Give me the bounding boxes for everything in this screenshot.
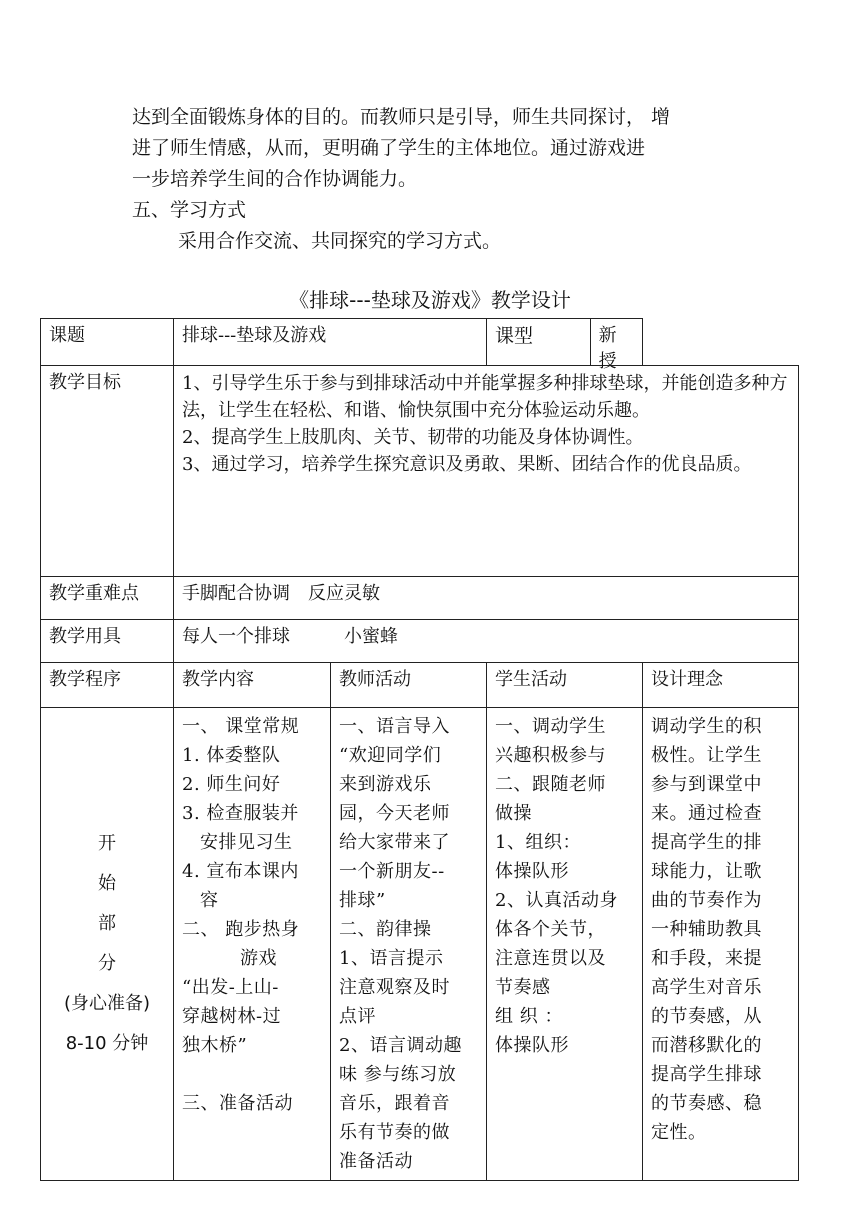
type-cell — [487, 319, 643, 372]
topic-value-text: 排球---垫球及游戏 — [182, 325, 327, 346]
teacher-line: 2、语言调动趣 — [339, 1035, 462, 1056]
design-line: 一种辅助教具 — [651, 919, 762, 940]
teacher-line: “欢迎同学们 — [339, 745, 442, 766]
student-line: 二、跟随老师 — [495, 774, 606, 795]
content-line: 穿越树林-过 — [182, 1006, 282, 1027]
stage-time: 8-10 分钟 — [65, 1033, 149, 1054]
teacher-line: 园，今天老师 — [339, 803, 450, 824]
student-line: 1、组织： — [495, 832, 581, 853]
design-line: 球能力，让歌 — [651, 861, 762, 882]
design-line: 曲的节奏作为 — [651, 890, 762, 911]
design-line: 高学生对音乐 — [651, 977, 762, 998]
type-value: 新授 — [598, 325, 617, 372]
student-line: 节奏感 — [495, 977, 551, 998]
teacher-line: 乐有节奏的做 — [339, 1122, 450, 1143]
goal-line: 3、通过学习，培养学生探究意识及勇敢、果断、团结合作的优良品质。 — [182, 454, 752, 475]
teacher-line: 准备活动 — [339, 1151, 413, 1172]
section-heading: 五、学习方式 — [132, 199, 247, 221]
content-line: 安排见习生 — [200, 832, 293, 853]
intro-line: 达到全面锻炼身体的目的。而教师只是引导，师生共同探讨， 增 — [132, 106, 671, 128]
content-line: 3. 检查服装并 — [182, 803, 299, 824]
stage-note: (身心准备) — [63, 993, 151, 1014]
stage-char: 开 — [98, 833, 116, 854]
student-line: 注意连贯以及 — [495, 948, 606, 969]
content-line: 一、 课堂常规 — [182, 716, 300, 737]
design-line: 提高学生的排 — [651, 832, 762, 853]
stage-char: 分 — [98, 953, 116, 974]
section-body: 采用合作交流、共同探究的学习方式。 — [178, 230, 502, 252]
design-line: 极性。让学生 — [651, 745, 762, 766]
intro-line: 一步培养学生间的合作协调能力。 — [132, 168, 418, 190]
content-line — [182, 1060, 322, 1089]
tools-label: 教学用具 — [41, 620, 174, 663]
teacher-line: 排球” — [339, 890, 386, 911]
stage-char: 始 — [98, 873, 116, 894]
content-line: 2. 师生问好 — [182, 774, 281, 795]
teacher-activity-cell — [331, 708, 487, 1181]
design-line: 来。通过检查 — [651, 803, 762, 824]
content-cell — [174, 708, 331, 1181]
teacher-line: 二、韵律操 — [339, 919, 432, 940]
teacher-line: 1、语言提示 — [339, 948, 444, 969]
student-line: 体各个关节， — [495, 919, 606, 940]
teacher-line: 音乐，跟着音 — [339, 1093, 450, 1114]
intro-line: 进了师生情感，从而，更明确了学生的主体地位。通过游戏进 — [132, 137, 646, 159]
procedure-row — [41, 708, 799, 1181]
difficulty-row — [41, 577, 799, 620]
student-line: 2、认真活动身 — [495, 890, 618, 911]
goal-line: 1、引导学生乐于参与到排球活动中并能掌握多种排球垫球，并能创造多种方法，让学生在轻松、和谐、愉快氛围中充分体验运动乐趣。 — [182, 373, 788, 421]
teacher-line: 注意观察及时 — [339, 977, 450, 998]
teacher-line: 味 参与练习放 — [339, 1064, 457, 1085]
intro-text — [132, 102, 752, 257]
document-title: 《排球---垫球及游戏》教学设计 — [289, 288, 571, 312]
design-line: 的节奏感、稳 — [651, 1093, 762, 1114]
content-line: 三、准备活动 — [182, 1093, 293, 1114]
student-activity-cell — [487, 708, 643, 1181]
stage-cell — [41, 708, 174, 1181]
topic-row — [41, 319, 799, 366]
procedure-header-row — [41, 663, 799, 708]
teacher-line: 一、语言导入 — [339, 716, 450, 737]
difficulty-label: 教学重难点 — [41, 577, 174, 620]
content-line: 1. 体委整队 — [182, 745, 281, 766]
content-line: “出发-上山- — [182, 977, 279, 998]
difficulty-value: 手脚配合协调 反应灵敏 — [174, 577, 799, 620]
content-line: 游戏 — [240, 948, 277, 969]
column-header: 学生活动 — [487, 663, 643, 708]
teacher-line: 来到游戏乐 — [339, 774, 432, 795]
design-line: 定性。 — [651, 1122, 707, 1143]
design-line: 而潜移默化的 — [651, 1035, 762, 1056]
stage-char: 部 — [98, 913, 116, 934]
student-line: 兴趣积极参与 — [495, 745, 606, 766]
column-header: 设计理念 — [643, 663, 799, 708]
content-line: 4. 宣布本课内 — [182, 861, 299, 882]
student-line: 一、调动学生 — [495, 716, 606, 737]
topic-label: 课题 — [41, 319, 174, 366]
student-line: 做操 — [495, 803, 532, 824]
type-label: 课型 — [487, 319, 591, 365]
goal-line: 2、提高学生上肢肌肉、关节、韧带的功能及身体协调性。 — [182, 427, 644, 448]
design-line: 参与到课堂中 — [651, 774, 762, 795]
student-line: 体操队形 — [495, 861, 569, 882]
column-header: 教师活动 — [331, 663, 487, 708]
content-line: 二、 跑步热身 — [182, 919, 300, 940]
tools-value: 每人一个排球 小蜜蜂 — [174, 620, 799, 663]
tools-row — [41, 620, 799, 663]
teacher-line: 一个新朋友-- — [339, 861, 445, 882]
design-line: 和手段，来提 — [651, 948, 762, 969]
lesson-plan-table — [40, 318, 799, 1181]
column-header: 教学内容 — [174, 663, 331, 708]
goal-value — [174, 366, 799, 577]
topic-value — [174, 319, 487, 366]
content-line: 容 — [200, 890, 219, 911]
teacher-line: 点评 — [339, 1006, 376, 1027]
design-line: 提高学生排球 — [651, 1064, 762, 1085]
student-line: 组 织 ： — [495, 1006, 563, 1027]
goal-row — [41, 366, 799, 577]
column-header: 教学程序 — [41, 663, 174, 708]
student-line: 体操队形 — [495, 1035, 569, 1056]
content-line: 独木桥” — [182, 1035, 248, 1056]
design-line: 调动学生的积 — [651, 716, 762, 737]
goal-label: 教学目标 — [41, 366, 174, 577]
design-concept-cell — [643, 708, 799, 1181]
design-line: 的节奏感，从 — [651, 1006, 762, 1027]
teacher-line: 给大家带来了 — [339, 832, 450, 853]
